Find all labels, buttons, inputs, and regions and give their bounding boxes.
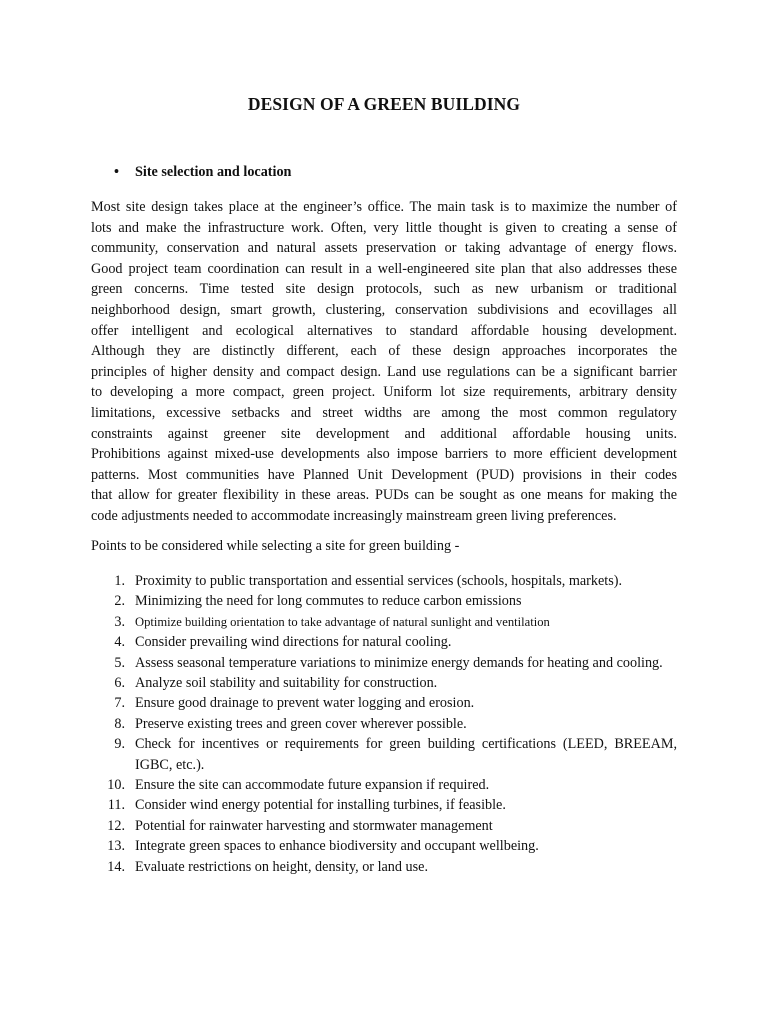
points-list <box>91 571 677 877</box>
list-text: Consider prevailing wind directions for natural cooling. <box>135 634 452 651</box>
paragraph-line: Prohibitions against mixed-use developments also impose barriers to more efficient development <box>91 446 677 463</box>
list-text: Preserve existing trees and green cover wherever possible. <box>135 715 467 732</box>
list-item <box>91 775 677 795</box>
list-item <box>91 795 677 815</box>
paragraph-line: Good project team coordination can result in a well-engineered site plan that also addresses these <box>91 260 677 277</box>
list-text: Integrate green spaces to enhance biodiversity and occupant wellbeing. <box>135 838 539 855</box>
body-paragraph <box>91 197 677 527</box>
list-item <box>91 693 677 713</box>
paragraph-line: neighborhood design, smart growth, clustering, conservation subdivisions and ecovillages all <box>91 301 677 318</box>
paragraph-line: Although they are distinctly different, each of these design approaches incorporates the <box>91 343 677 360</box>
list-text: Evaluate restrictions on height, density, or land use. <box>135 858 429 875</box>
list-number: 1. <box>114 573 125 589</box>
list-number: 8. <box>114 715 125 732</box>
list-text: Check for incentives or requirements for green building certifications (LEED, BREEAM, IGBC, etc.). <box>135 736 677 773</box>
list-item <box>91 836 677 856</box>
list-number: 10. <box>107 777 125 794</box>
list-item <box>91 714 677 734</box>
list-number: 4. <box>114 634 125 651</box>
list-number: 7. <box>114 695 125 712</box>
paragraph-line: green concerns. Time tested site design protocols, such as new urbanism or traditional <box>91 281 677 298</box>
list-text: Analyze soil stability and suitability for construction. <box>135 675 438 692</box>
paragraph-line: code adjustments needed to accommodate increasingly mainstream green living preferences. <box>91 507 617 524</box>
list-number: 5. <box>114 654 125 671</box>
list-number: 11. <box>107 797 125 814</box>
list-text: Consider wind energy potential for installing turbines, if feasible. <box>135 797 506 814</box>
list-number: 9. <box>114 736 125 753</box>
list-number: 14. <box>107 858 125 875</box>
list-text: Proximity to public transportation and essential services (schools, hospitals, markets). <box>135 573 623 589</box>
points-intro: Points to be considered while selecting a site for green building - <box>91 538 460 554</box>
bullet-icon: • <box>114 164 119 180</box>
paragraph-line: lots and make the infrastructure work. Often, very little thought is given to creating a sense of <box>91 219 677 236</box>
paragraph-line: limitations, excessive setbacks and street widths are among the most common regulatory <box>91 404 677 421</box>
list-item <box>91 612 677 632</box>
list-item <box>91 857 677 877</box>
list-number: 2. <box>114 593 125 610</box>
list-text: Minimizing the need for long commutes to reduce carbon emissions <box>135 593 522 610</box>
list-item <box>91 591 677 611</box>
list-item <box>91 653 677 673</box>
list-number: 12. <box>107 817 125 834</box>
list-text: Assess seasonal temperature variations to minimize energy demands for heating and cooling. <box>135 654 663 671</box>
section-heading-text: Site selection and location <box>135 164 292 180</box>
list-text: Ensure good drainage to prevent water logging and erosion. <box>135 695 475 712</box>
paragraph-line: principles of higher density and compact design. Land use regulations can be a significant barrier <box>91 363 677 380</box>
list-number: 6. <box>114 675 125 692</box>
paragraph-line: offer intelligent and ecological alternatives to standard affordable housing development. <box>91 322 677 339</box>
list-item <box>91 571 677 591</box>
list-item <box>91 734 677 775</box>
list-text: Ensure the site can accommodate future expansion if required. <box>135 777 490 794</box>
list-number: 13. <box>107 838 125 855</box>
paragraph-line: community, conservation and natural assets preservation or taking advantage of energy flows. <box>91 240 677 257</box>
paragraph-line: constraints against greener site development and additional affordable housing units. <box>91 425 677 442</box>
list-item <box>91 632 677 652</box>
list-item <box>91 673 677 693</box>
list-text: Potential for rainwater harvesting and stormwater management <box>135 817 493 834</box>
page-title: DESIGN OF A GREEN BUILDING <box>247 94 521 114</box>
paragraph-line: patterns. Most communities have Planned Unit Development (PUD) provisions in their codes <box>91 466 677 483</box>
list-item <box>91 816 677 836</box>
paragraph-line: to developing a more compact, green project. Uniform lot size requirements, arbitrary density <box>91 384 677 401</box>
paragraph-line: Most site design takes place at the engineer’s office. The main task is to maximize the number of <box>91 199 677 215</box>
list-number: 3. <box>114 613 125 630</box>
list-text: Optimize building orientation to take advantage of natural sunlight and ventilation <box>135 614 550 629</box>
paragraph-line: that allow for greater flexibility in these areas. PUDs can be sought as one means for making the <box>91 487 677 504</box>
